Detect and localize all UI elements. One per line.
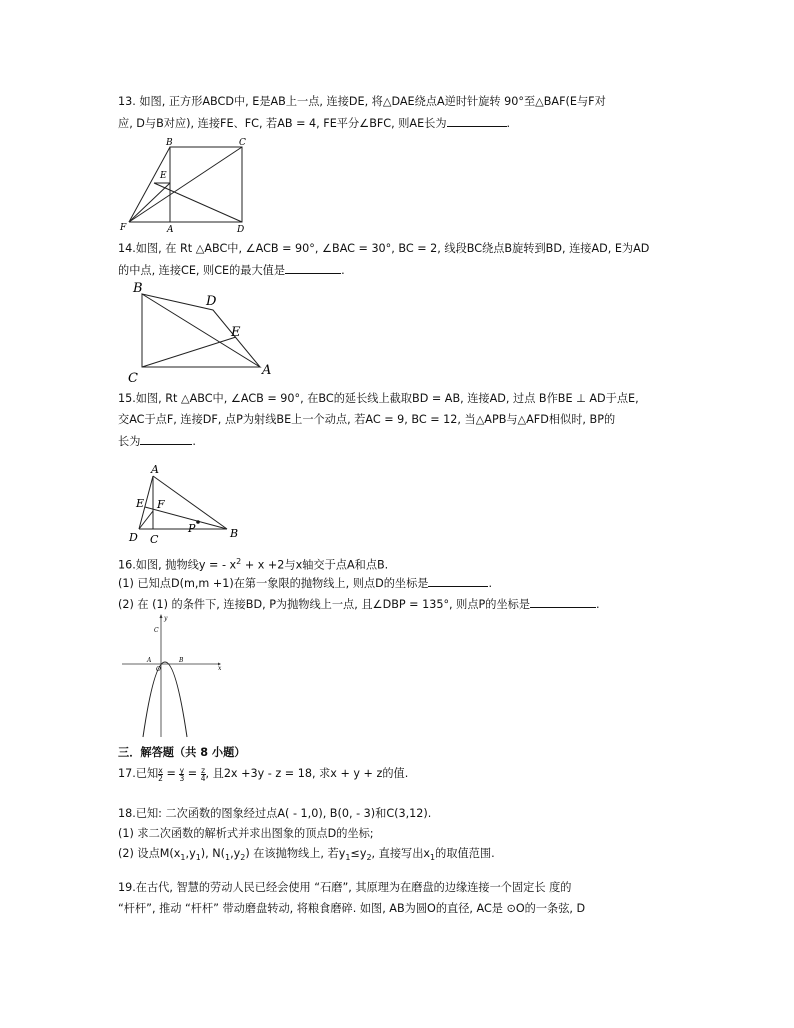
q15-line-3: 长为 .	[118, 435, 196, 448]
q14-label-e: E	[231, 325, 241, 340]
q15-label-d: D	[129, 531, 138, 544]
q15-label-f: F	[157, 498, 165, 511]
q14-line-1: 14.如图, 在 Rt △ABC中, ∠ACB = 90°, ∠BAC = 30°, BC = 2, 线段BC绕点B旋转到BD, 连接AD, E为AD	[118, 242, 650, 255]
q16-label-x: x	[218, 665, 222, 672]
q15-line-1: 15.如图, Rt △ABC中, ∠ACB = 90°, 在BC的延长线上截取BD = AB, 连接AD, 过点 B作BE ⊥ AD于点E,	[118, 392, 639, 405]
q13-line-2: 应, D与B对应), 连接FE、FC, 若AB = 4, FE平分∠BFC, 则AE长为 .	[118, 117, 511, 130]
q19-line-2: “杆杆”, 推动 “杆杆” 带动磨盘转动, 将粮食磨碎. 如图, AB为圆O的直径, AC是 ⊙O的一条弦, D	[118, 902, 586, 915]
q16-line-2: (1) 已知点D(m,m +1)在第一象限的抛物线上, 则点D的坐标是 .	[118, 577, 493, 590]
q16-label-b: B	[179, 657, 184, 664]
q14-label-c: C	[128, 371, 138, 386]
q13-label-b: B	[166, 138, 173, 148]
q16-label-o: O	[156, 666, 161, 673]
q13-label-e: E	[160, 171, 167, 181]
q15-line-2: 交AC于点F, 连接DF, 点P为射线BE上一个动点, 若AC = 9, BC = 12, 当△APB与△AFD相似时, BP的	[118, 413, 616, 426]
q13-figure	[118, 136, 254, 234]
q18-line-1: 18.已知: 二次函数的图象经过点A( - 1,0), B(0, - 3)和C(3,12).	[118, 807, 432, 820]
q16-line-3: (2) 在 (1) 的条件下, 连接BD, P为抛物线上一点, 且∠DBP = 135°, 则点P的坐标是 .	[118, 598, 600, 611]
q14-label-b: B	[133, 281, 143, 296]
q16-label-a: A	[147, 657, 152, 664]
q16-line-1: 16.如图, 抛物线y = - $x^2 + x +2$与x轴交于点A和点B.	[118, 557, 389, 572]
answer-blank	[285, 262, 341, 274]
q13-line-1: 13. 如图, 正方形ABCD中, E是AB上一点, 连接DE, 将△DAE绕点A逆时针旋转 90°至△BAF(E与F对	[118, 95, 606, 108]
q13-label-c: C	[239, 138, 246, 148]
fraction-y-3: $\frac{y}{3}$	[179, 765, 185, 783]
q18-line-3: (2) 设点$M(x_1,y_1)$, $N(_1,y_2)$ 在该抛物线上, 若$y_1\le y_2$, 直接写出$x_1$的取值范围.	[118, 847, 495, 863]
q14-label-a: A	[262, 363, 272, 378]
q15-label-b: B	[230, 527, 239, 540]
q16-label-y: y	[164, 615, 168, 622]
fraction-z-4: $\frac{z}{4}$	[200, 765, 206, 783]
answer-blank	[140, 433, 192, 445]
q18-line-2: (1) 求二次函数的解析式并求出图象的顶点D的坐标;	[118, 827, 374, 840]
q14-line-2: 的中点, 连接CE, 则CE的最大值是 .	[118, 264, 345, 277]
q15-label-c: C	[150, 533, 159, 546]
q15-label-p: P	[188, 522, 196, 535]
fraction-x-2: $\frac{x}{2}$	[158, 765, 163, 783]
q16-figure	[118, 613, 224, 739]
q13-label-d: D	[237, 225, 245, 234]
q16-label-c: C	[154, 627, 159, 634]
q19-line-1: 19.在古代, 智慧的劳动人民已经会使用 “石磨”, 其原理为在磨盘的边缘连接一个固定长 度的	[118, 881, 572, 894]
q17-line-1: 17.已知 $\frac{x}{2}$ = $\frac{y}{3}$ = $\frac{z}{4}$ , 且2x +3y - z = 18, 求x + y + z的值.	[118, 765, 409, 783]
section-3-heading: 三．解答题（共 8 小题）	[118, 746, 246, 759]
q15-label-a: A	[151, 463, 159, 476]
answer-blank	[428, 575, 488, 587]
q13-label-f: F	[120, 223, 127, 233]
q15-label-e: E	[136, 497, 145, 510]
answer-blank	[447, 115, 507, 127]
q14-figure	[126, 280, 276, 386]
q13-label-a: A	[167, 225, 174, 234]
answer-blank	[530, 596, 596, 608]
q15-figure	[122, 462, 252, 548]
q14-label-d: D	[206, 294, 217, 309]
